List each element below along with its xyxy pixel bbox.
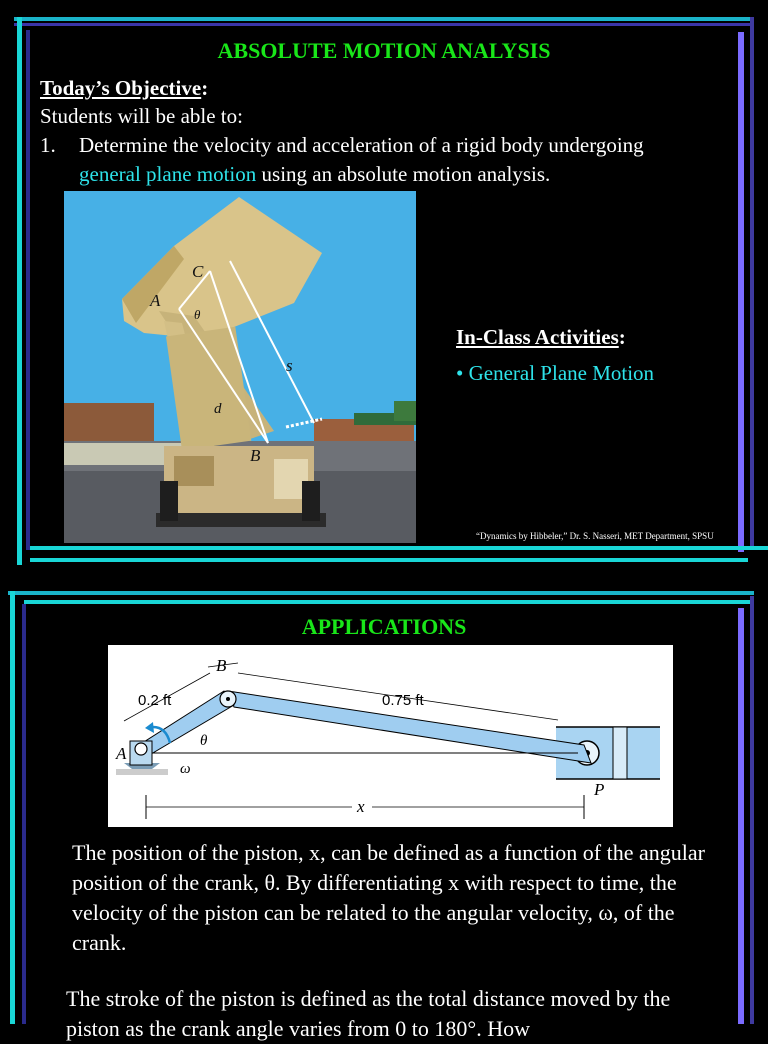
objective-heading: Today’s Objective:: [40, 76, 209, 100]
diagram-label-omega: ω: [180, 761, 191, 777]
diagram-label-rod-length: 0.75 ft: [382, 692, 424, 709]
frame-right-bar-inner: [750, 17, 754, 547]
frame-left-bar: [10, 591, 15, 1024]
objective-item-line-1: Determine the velocity and acceleration of a rigid body undergoing: [79, 133, 644, 157]
applications-paragraph-2: The stroke of the piston is defined as the total distance moved by the piston as the crank angle varies from 0 to 180°. How: [66, 986, 671, 1041]
photo-label-s: s: [286, 356, 293, 375]
photo-label-b: B: [250, 446, 261, 465]
credit-text: “Dynamics by Hibbeler,” Dr. S. Nasseri, MET Department, SPSU: [476, 531, 714, 541]
dump-truck-photo: [64, 191, 416, 543]
frame-top-bar: [8, 591, 754, 595]
diagram-label-b: B: [216, 656, 227, 675]
activities-heading: In-Class Activities:: [456, 325, 626, 349]
diagram-label-a: A: [116, 744, 127, 763]
frame-top-bar-inner: [14, 23, 754, 26]
frame-top-bar: [14, 17, 754, 21]
frame-bottom-bar-inner: [30, 558, 748, 562]
diagram-label-crank-length: 0.2 ft: [138, 692, 172, 709]
diagram-label-theta: θ: [200, 733, 208, 749]
photo-label-theta: θ: [194, 307, 201, 322]
frame-right-bar: [738, 32, 744, 552]
frame-left-bar: [17, 17, 22, 565]
frame-bottom-bar: [30, 546, 768, 550]
photo-label-c: C: [192, 262, 204, 281]
photo-label-a: A: [150, 291, 161, 310]
diagram-label-p: P: [594, 780, 605, 799]
slider-crank-diagram: [108, 645, 673, 827]
objective-item-number: 1.: [40, 133, 56, 157]
slider-crank-illustration: [108, 645, 673, 827]
frame-top-bar-inner: [24, 600, 750, 604]
slide-1-title: ABSOLUTE MOTION ANALYSIS: [217, 38, 551, 63]
frame-left-bar-inner: [26, 30, 30, 550]
frame-left-bar-inner: [22, 604, 26, 1024]
frame-right-bar: [738, 608, 744, 1024]
dump-truck-illustration: [64, 191, 416, 543]
activity-item: • General Plane Motion: [456, 361, 655, 385]
diagram-label-x: x: [357, 797, 365, 816]
objective-intro: Students will be able to:: [40, 104, 243, 128]
slide-2-title: APPLICATIONS: [301, 614, 467, 639]
frame-right-bar-inner: [750, 596, 754, 1024]
photo-label-d: d: [214, 401, 222, 417]
objective-item-line-2: general plane motion using an absolute motion analysis.: [79, 162, 551, 186]
general-plane-motion-highlight: general plane motion: [79, 162, 257, 186]
applications-paragraph-1: The position of the piston, x, can be defined as a function of the angular position of the crank, θ. By differentiating x with respect to time, the velocity of the piston can be related to the angular velocity, ω, of the crank.: [72, 840, 705, 955]
